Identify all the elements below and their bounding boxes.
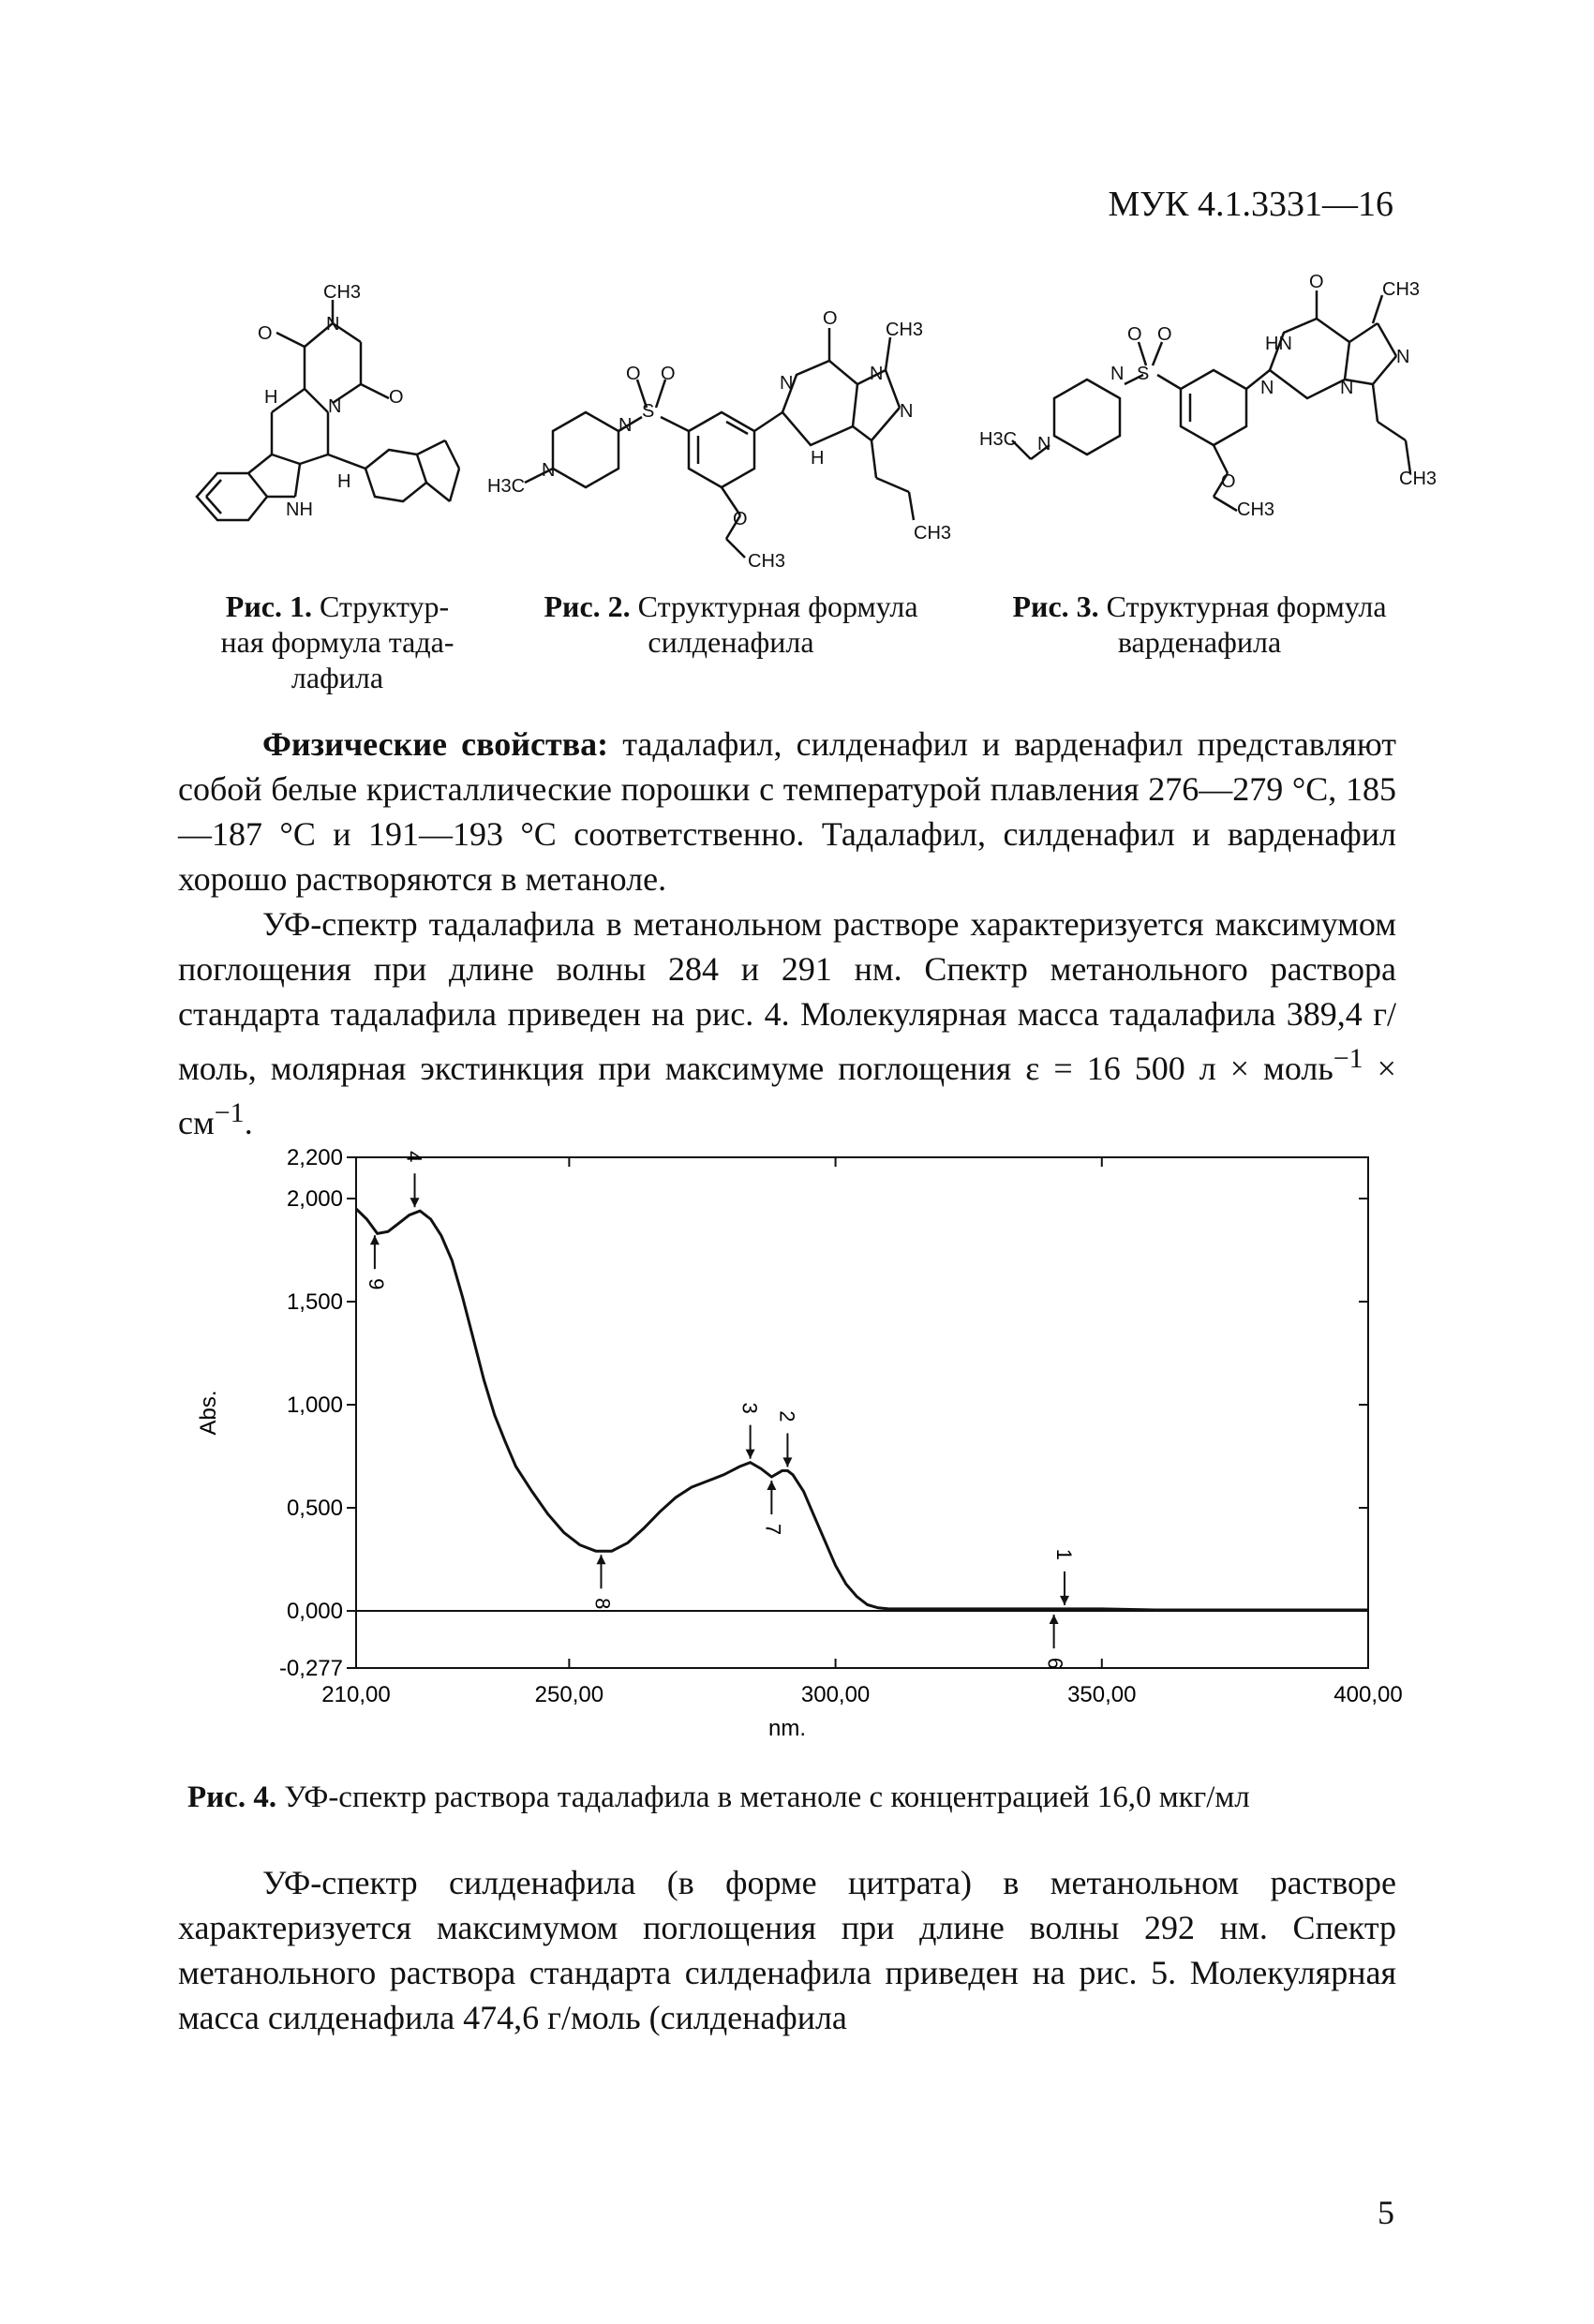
structure-label: O <box>1157 324 1172 345</box>
spectrum-line <box>356 1209 1368 1610</box>
superscript: −1 <box>214 1097 245 1128</box>
structure-label: O <box>1221 471 1236 492</box>
y-tick-label: 0,000 <box>286 1599 343 1625</box>
structure-label: O <box>389 387 404 408</box>
structure-label: CH3 <box>323 282 362 303</box>
structure-label: N <box>328 396 342 417</box>
y-tick-label: 0,500 <box>286 1496 343 1522</box>
structure-label: CH3 <box>886 320 924 340</box>
structure-label: N <box>870 364 884 384</box>
x-tick-label: 250,00 <box>534 1682 604 1707</box>
peak-arrowhead <box>410 1198 420 1207</box>
paragraph-part: × см <box>178 1050 1396 1141</box>
caption-label: Рис. 1. <box>225 589 312 623</box>
y-axis-label: Abs. <box>196 1390 221 1436</box>
peak-arrowhead <box>1060 1596 1069 1605</box>
plot-frame <box>356 1157 1368 1668</box>
caption-text: силденафила <box>648 625 814 659</box>
caption-text: УФ-спектр раствора тадалафила в метаноле с концентрацией 16,0 мкг/мл <box>284 1780 1250 1814</box>
caption-text: лафила <box>290 661 384 694</box>
peak-label: 8 <box>590 1598 615 1610</box>
figure-1-caption <box>187 588 487 695</box>
structure-label: N <box>1037 434 1051 454</box>
structure-label: N <box>618 415 633 436</box>
structure-label: N <box>780 373 794 394</box>
structure-label: H <box>337 471 351 492</box>
page-number: 5 <box>1378 2194 1394 2231</box>
structure-label: S <box>1137 364 1150 384</box>
peak-arrowhead <box>767 1481 776 1490</box>
peak-label: 6 <box>1043 1657 1067 1670</box>
structure-label: O <box>1127 324 1142 345</box>
structure-label: N <box>900 401 914 422</box>
paragraph: УФ-спектр силденафила (в форме цитрата) в метанольном растворе характеризуется максимумом поглощения при длине волны 292 нм. Спектр метанольного раствора стандарта силденафила приведен на рис. 5. Молекулярная масса силденафила 474,6 г/моль (силденафила <box>178 1864 1396 2036</box>
structure-label: O <box>823 308 838 329</box>
structure-label: N <box>1340 378 1354 398</box>
y-tick-label: -0,277 <box>278 1656 343 1681</box>
figure-2-caption <box>506 588 956 660</box>
sildenafil-text <box>178 1860 1396 2040</box>
tadalafil-structure <box>178 281 487 553</box>
document-code: МУК 4.1.3331—16 <box>1108 185 1393 224</box>
structure-label: H3C <box>487 476 526 497</box>
caption-text: ная формула тада- <box>220 625 454 659</box>
structure-label: CH3 <box>1237 499 1275 520</box>
structure-label: N <box>1396 347 1410 367</box>
structure-label: O <box>733 509 748 529</box>
x-axis-label: nm. <box>767 1716 807 1741</box>
peak-arrowhead <box>370 1235 380 1244</box>
structure-label: O <box>661 364 676 384</box>
structure-label: N <box>542 460 556 481</box>
structure-label: N <box>326 314 340 335</box>
peak-arrowhead <box>1050 1615 1059 1624</box>
structure-label: CH3 <box>1399 469 1438 489</box>
structure-label: H <box>264 387 278 408</box>
physical-properties-text <box>178 722 1396 1145</box>
caption-label: Рис. 2. <box>544 589 631 623</box>
x-tick-label: 400,00 <box>1333 1682 1403 1707</box>
paragraph: тадалафил, силденафил и варденафил представляют собой белые кристаллические порошки с температурой плавления 276—279 °C, 185—187 °C и 191—193 °C соответственно. Тадалафил, силденафил и варденафил хорошо растворяются в метаноле. <box>178 725 1397 898</box>
structure-label: H3C <box>979 429 1018 450</box>
structure-label: O <box>626 364 641 384</box>
caption-text: Структурная формула <box>637 589 918 623</box>
structure-label: CH3 <box>914 523 952 544</box>
structure-label: S <box>642 401 655 422</box>
structure-label: CH3 <box>1382 279 1421 300</box>
paragraph: УФ-спектр тадалафила в метанольном растворе характеризуется максимумом поглощения при длине волны 284 и 291 нм. Спектр метанольного раствора стандарта тадалафила приведен на рис. 4. Молекулярная масса тадалафила 389,4 г/моль, молярная экстинкция при максимуме поглощения ε = 16 500 л × моль <box>178 905 1396 1087</box>
caption-label: Рис. 3. <box>1012 589 1099 623</box>
y-tick-label: 2,200 <box>286 1145 343 1170</box>
sildenafil-structure <box>487 290 975 572</box>
peak-arrowhead <box>782 1457 792 1467</box>
x-tick-label: 350,00 <box>1067 1682 1137 1707</box>
figure-4-caption <box>187 1780 1406 1815</box>
peak-label: 9 <box>364 1278 388 1290</box>
structure-label: O <box>1309 272 1324 292</box>
caption-text: Структурная формула <box>1106 589 1387 623</box>
x-tick-label: 300,00 <box>800 1682 871 1707</box>
structure-label: O <box>258 323 273 344</box>
superscript: −1 <box>1333 1043 1363 1074</box>
y-tick-label: 1,000 <box>286 1393 343 1419</box>
peak-label: 2 <box>775 1410 799 1423</box>
caption-text: варденафила <box>1117 625 1282 659</box>
peak-label: 1 <box>1052 1548 1076 1560</box>
structure-label: H <box>811 448 825 469</box>
y-tick-label: 2,000 <box>286 1186 343 1213</box>
structure-label: HN <box>1265 334 1292 354</box>
structure-label: N <box>1260 378 1274 398</box>
peak-label: 7 <box>761 1523 785 1536</box>
y-tick-label: 1,500 <box>286 1289 343 1316</box>
peak-label: 4 <box>402 1151 426 1163</box>
structure-label: N <box>1110 364 1125 384</box>
structure-label: NH <box>286 499 313 520</box>
structure-label: CH3 <box>748 551 786 572</box>
vardenafil-structure <box>979 272 1438 520</box>
peak-arrowhead <box>596 1555 605 1564</box>
caption-label: Рис. 4. <box>187 1780 277 1814</box>
figure-3-caption <box>975 588 1424 660</box>
uv-spectrum-chart <box>178 1125 1434 1762</box>
peak-arrowhead <box>746 1450 755 1459</box>
x-tick-label: 210,00 <box>321 1682 391 1707</box>
peak-label: 3 <box>737 1402 762 1414</box>
caption-text: Структур- <box>319 589 450 623</box>
section-label: Физические свойства: <box>262 725 609 763</box>
paragraph-part: . <box>244 1104 253 1141</box>
